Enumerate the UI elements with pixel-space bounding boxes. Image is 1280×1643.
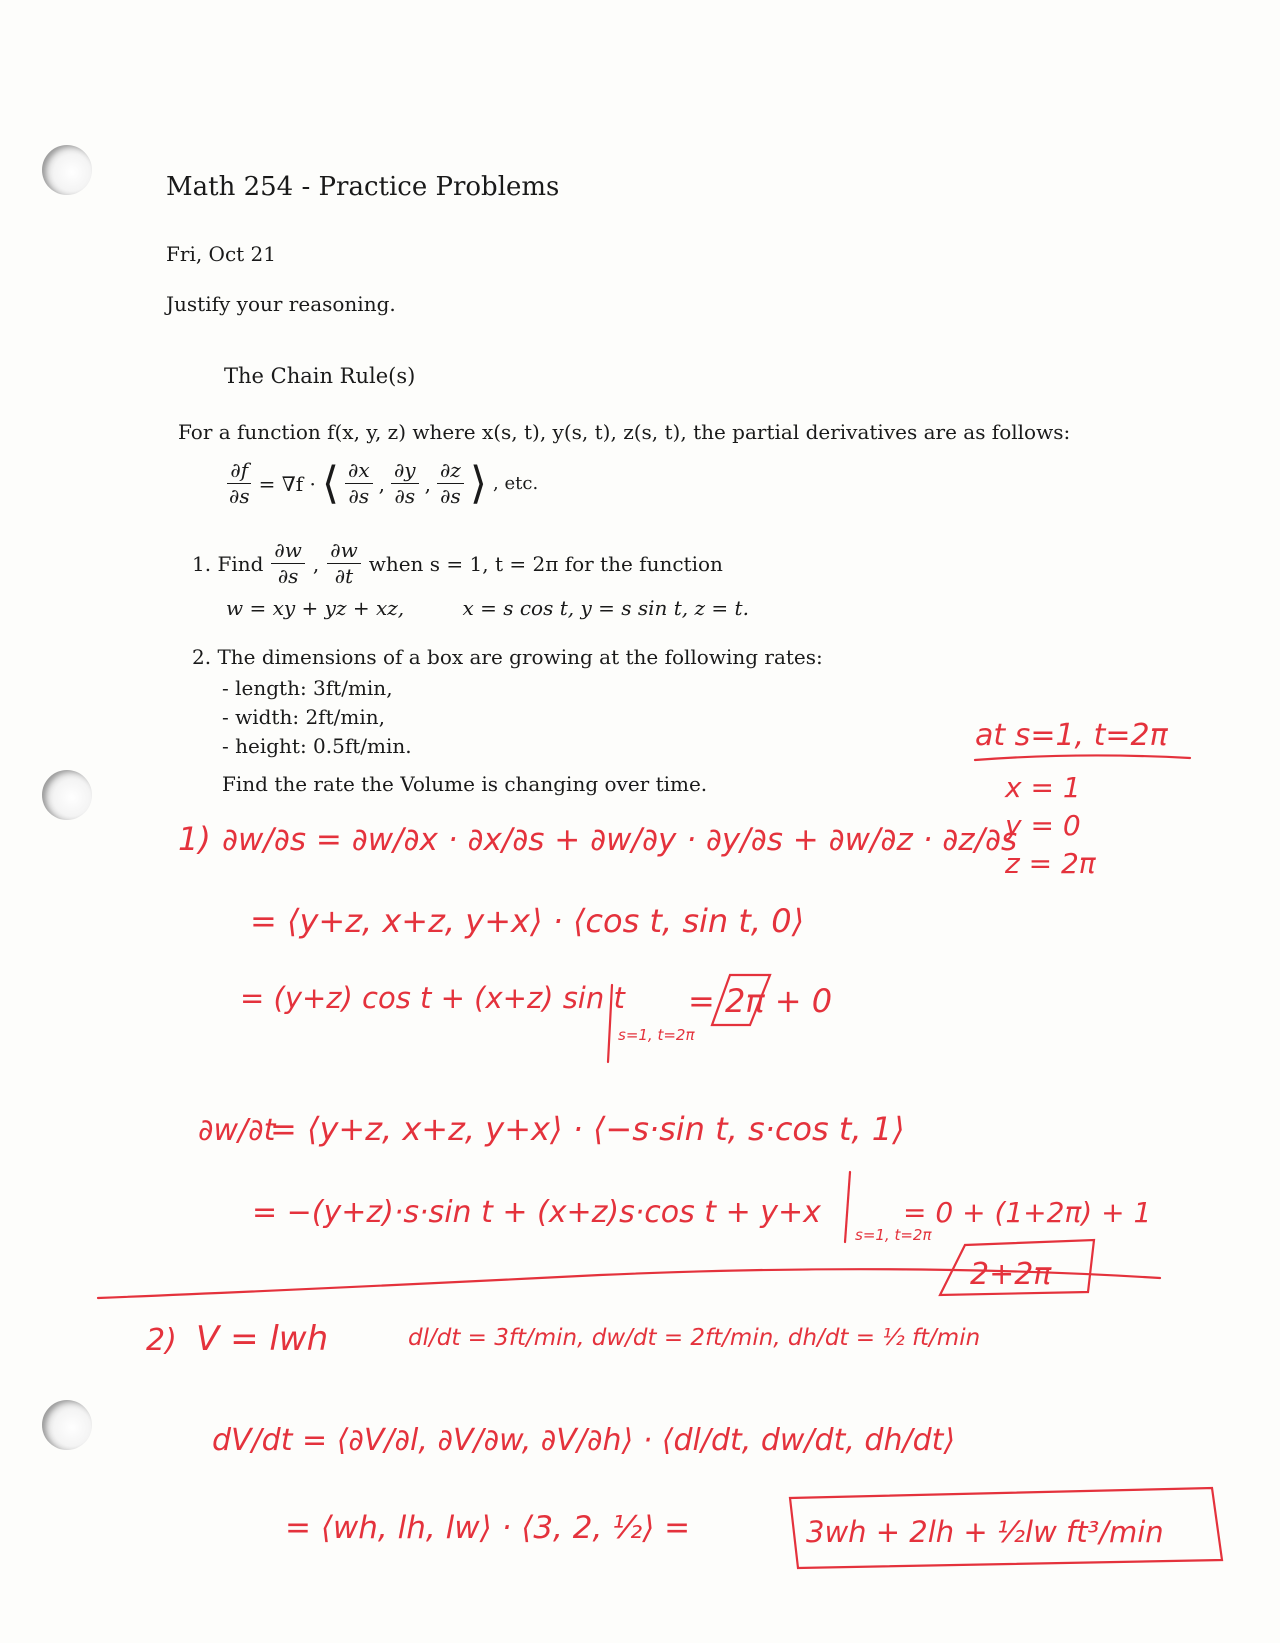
solution-1-result: = 2π + 0 <box>688 982 833 1020</box>
solution-1b-value: = 0 + (1+2π) + 1 <box>903 1196 1152 1229</box>
solution-1-eval: s=1, t=2π <box>618 1026 695 1044</box>
problem-1-dwds: $\frac{\partial w}{\partial s}$ <box>271 540 304 587</box>
solution-2-rates: dl/dt = 3ft/min, dw/dt = 2ft/min, dh/dt = ½ ft/min <box>408 1325 981 1351</box>
rate-height: - height: 0.5ft/min. <box>222 734 412 758</box>
problem-2-question: Find the rate the Volume is changing over time. <box>222 772 708 796</box>
side-note-header: at s=1, t=2π <box>975 718 1168 753</box>
solution-2-line-3: = ⟨wh, lh, lw⟩ · ⟨3, 2, ½⟩ = <box>285 1510 691 1546</box>
rate-length: - length: 3ft/min, <box>222 676 393 700</box>
problem-1-condition: when s = 1, t = 2π for the function <box>368 551 723 576</box>
formula-lhs: $\frac{\partial f}{\partial s}$ <box>229 458 250 508</box>
solution-2-boxed: 3wh + 2lh + ½lw ft³/min <box>806 1515 1164 1549</box>
side-note-x: x = 1 <box>1005 771 1081 804</box>
formula-v3: $\frac{\partial z}{\partial s}$ <box>437 460 464 507</box>
formula-tail: , etc. <box>493 473 539 494</box>
chain-rule-formula: $\frac{\partial f}{\partial s}$ = ∇f · ⟨ $\frac{\partial x}{\partial s}$ , $\frac{\partial y}{\partial s}$ , $\frac{\partial z}{\partial s}$ ⟩ , etc. <box>226 460 538 507</box>
problem-1-statement: 1. Find $\frac{\partial w}{\partial s}$ , $\frac{\partial w}{\partial t}$ when s = 1, t = 2π for the function <box>192 538 723 588</box>
rate-width: - width: 2ft/min, <box>222 705 385 729</box>
right-angle-bracket: ⟩ <box>469 457 488 509</box>
side-note-y: y = 0 <box>1005 809 1081 842</box>
solution-2-line-2: dV/dt = ⟨∂V/∂l, ∂V/∂w, ∂V/∂h⟩ · ⟨dl/dt, dw/dt, dh/dt⟩ <box>212 1423 956 1458</box>
solution-1b-lhs: ∂w/∂t <box>198 1113 276 1148</box>
solution-1b-line-2: = −(y+z)·s·sin t + (x+z)s·cos t + y+x <box>252 1195 821 1230</box>
solution-1-label: 1) <box>178 820 211 858</box>
problem-1-label: 1. Find <box>192 551 264 576</box>
instruction-line: Justify your reasoning. <box>166 292 396 316</box>
formula-v1: $\frac{\partial x}{\partial s}$ <box>345 460 373 507</box>
left-angle-bracket: ⟨ <box>321 457 339 509</box>
problem-1-dwdt: $\frac{\partial w}{\partial t}$ <box>327 540 360 587</box>
side-note-z: z = 2π <box>1005 847 1096 880</box>
date-line: Fri, Oct 21 <box>166 242 276 266</box>
solution-1b-eval-bar <box>845 1172 850 1242</box>
solution-1b-line-1: = ⟨y+z, x+z, y+x⟩ · ⟨−s·sin t, s·cos t, 1⟩ <box>270 1110 905 1148</box>
section-title: The Chain Rule(s) <box>224 364 416 388</box>
side-note-underline <box>975 755 1190 760</box>
problem-1-function: w = xy + yz + xz, x = s cos t, y = s sin t, z = t. <box>226 596 749 620</box>
formula-mid: = ∇f · <box>258 471 316 496</box>
section-intro: For a function f(x, y, z) where x(s, t), y(s, t), z(s, t), the partial derivatives are as follows: <box>178 420 1071 444</box>
problem-2-statement: 2. The dimensions of a box are growing at the following rates: <box>192 645 823 669</box>
formula-v2: $\frac{\partial y}{\partial s}$ <box>391 460 419 507</box>
solution-1b-eval: s=1, t=2π <box>855 1226 932 1244</box>
solution-1-line-1: ∂w/∂s = ∂w/∂x · ∂x/∂s + ∂w/∂y · ∂y/∂s + ∂w/∂z · ∂z/∂s <box>222 822 1018 858</box>
solution-1b-boxed: 2+2π <box>970 1257 1052 1292</box>
solution-1-line-2: = ⟨y+z, x+z, y+x⟩ · ⟨cos t, sin t, 0⟩ <box>250 902 805 940</box>
solution-2-label: 2) <box>146 1323 177 1358</box>
page-title: Math 254 - Practice Problems <box>166 172 560 202</box>
solution-2-line-1: V = lwh <box>196 1319 329 1359</box>
solution-1-line-3: = (y+z) cos t + (x+z) sin t <box>240 981 625 1015</box>
